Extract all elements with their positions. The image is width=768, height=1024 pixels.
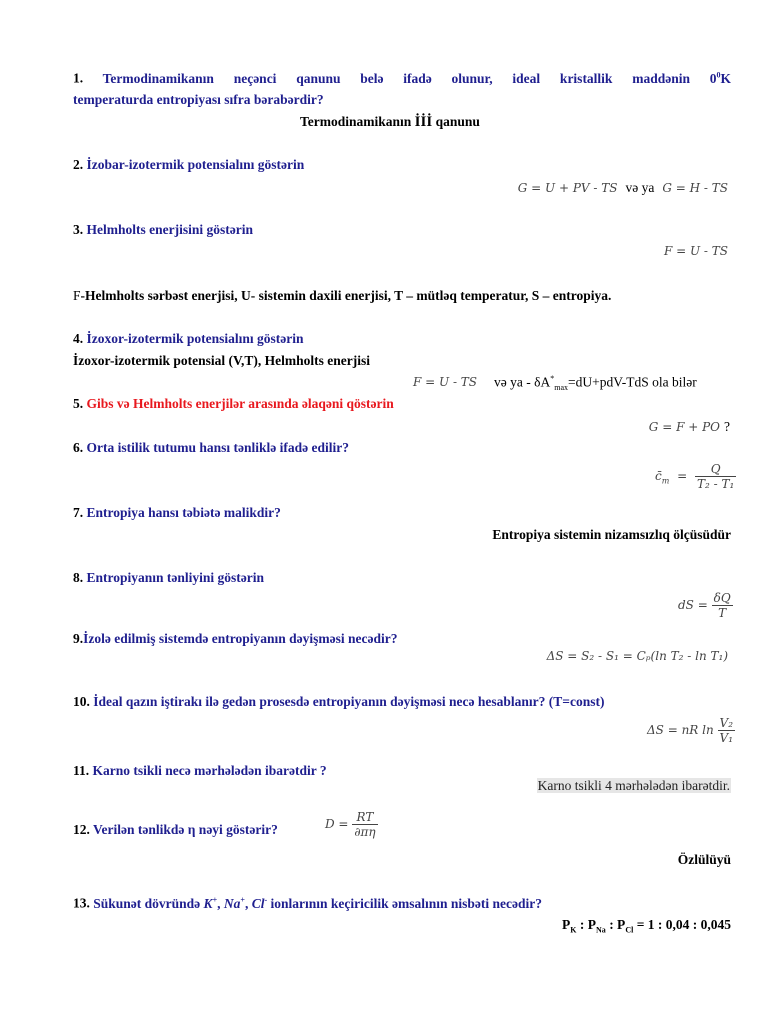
q2-question	[73, 157, 304, 173]
q5-text: Gibs və Helmholts enerjilər arasında əlaqəni qöstərin	[86, 396, 394, 411]
q6-number: 6.	[73, 440, 84, 455]
q1-answer: Termodinamikanın İİİ qanunu	[300, 114, 480, 130]
q7-answer: Entropiya sistemin nizamsızlıq ölçüsüdür	[492, 527, 731, 542]
q13-answer: $P_K$ : $P_{Na}$ : $P_{Cl} = 1$ : 0,04 : 0,045	[562, 917, 731, 935]
q3-text: Helmholts enerjisini göstərin	[86, 222, 253, 237]
q8-question	[73, 570, 264, 586]
q9-question	[73, 631, 397, 647]
q4-answer: İzoxor-izotermik potensial (V,T), Helmholts enerjisi	[73, 353, 370, 368]
q3-explanation: F-Helmholts sərbəst enerjisi, U- sistemin daxili enerjisi, T – mütləq temperatur, S – entropiya.	[73, 288, 612, 303]
q6-text: Orta istilik tutumu hansı tənliklə ifadə edilir?	[86, 440, 350, 455]
q11-question	[73, 763, 327, 779]
q12-formula: D = $\frac{RT}{\partial\pi\eta}$	[325, 810, 376, 839]
q1-line1	[73, 70, 731, 87]
q12-answer: Özlülüyü	[677, 852, 731, 867]
q5-formula: G = F + PO ?	[648, 419, 730, 434]
q9-formula: ΔS = S₂ - S₁ = Cₚ(ln T₂ - ln T₁)	[546, 649, 728, 663]
q7-number: 7.	[73, 505, 84, 520]
q4-number: 4.	[73, 331, 84, 346]
q3-number: 3.	[73, 222, 84, 237]
q12-number: 12.	[73, 822, 90, 837]
q5-number: 5.	[73, 396, 84, 411]
q11-number: 11.	[73, 763, 90, 778]
q13-question	[73, 895, 542, 912]
q8-text: Entropiyanın tənliyini göstərin	[86, 570, 265, 585]
q2-number: 2.	[73, 157, 84, 172]
q13-text: Sükunət dövründə K+, Na+, Cl- ionlarının keçiricilik əmsalının nisbəti necədir?	[93, 895, 543, 911]
q10-number: 10.	[73, 694, 90, 709]
q11-text: Karno tsikli necə mərhələdən ibarətdir ?	[92, 763, 327, 778]
q2-formula: G = U + PV - TS və ya G = H - TS	[517, 180, 728, 195]
q9-number: 9.	[73, 631, 84, 646]
q12-question	[73, 822, 278, 838]
q3-formula: F = U - TS	[663, 244, 728, 258]
q7-text: Entropiya hansı təbiətə malikdir?	[86, 505, 281, 520]
q4-alt: və ya - $\delta A^*_{max}=dU+pdV$-TdS ola bilər	[494, 374, 697, 393]
q9-text: İzolə edilmiş sistemdə entropiyanın dəyişməsi necədir?	[83, 631, 398, 646]
q1-line2: temperaturda entropiyası sıfra bərabərdir?	[73, 92, 324, 107]
q5-question	[73, 396, 394, 412]
q11-answer: Karno tsikli 4 mərhələdən ibarətdir.	[537, 778, 730, 793]
q12-text: Verilən tənlikdə η nəyi göstərir?	[93, 822, 278, 837]
q1-number: 1.	[73, 70, 84, 86]
q10-formula: ΔS = nR ln $\frac{\text{V₂}}{\text{V₁}}$	[647, 716, 734, 745]
q4-formula: F = U - TS	[413, 375, 478, 389]
q10-question	[73, 694, 604, 710]
q10-text: İdeal qazın iştirakı ilə gedən prosesdə entropiyanın dəyişməsi necə hesablanır? (T=const)	[93, 694, 605, 709]
q6-question	[73, 440, 349, 456]
q4-text: İzoxor-izotermik potensialını göstərin	[86, 331, 304, 346]
q8-number: 8.	[73, 570, 84, 585]
q1-text: Termodinamikanın neçənci qanunu belə ifadə olunur, ideal kristallik maddənin $0^0K$	[102, 70, 732, 86]
q8-formula: dS = $\frac{\delta Q}{T}$	[678, 591, 731, 620]
q7-question	[73, 505, 281, 521]
q3-question	[73, 222, 253, 238]
q4-question	[73, 331, 303, 347]
q2-text: İzobar-izotermik potensialını göstərin	[86, 157, 305, 172]
q6-formula: $c̄_m$ = $\frac{Q}{\text{T₂ - T₁}}$	[655, 462, 735, 491]
q13-number: 13.	[73, 895, 90, 911]
